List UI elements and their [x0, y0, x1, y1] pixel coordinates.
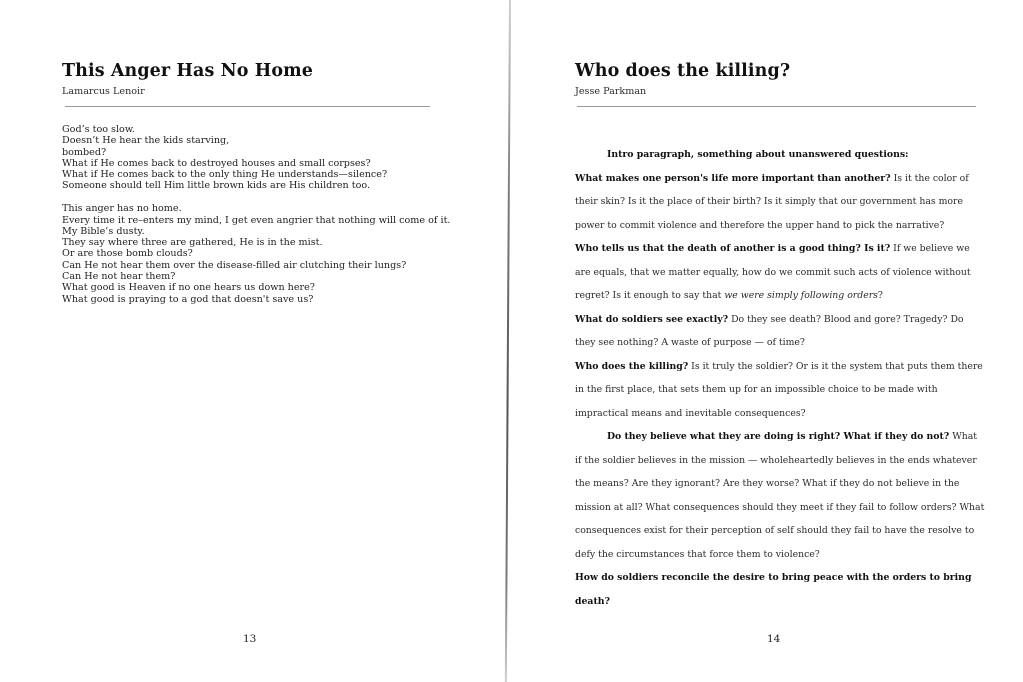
poem-line: Or are those bomb clouds?: [62, 248, 193, 260]
poem-line: Doesn’t He hear the kids starving,: [62, 135, 230, 147]
poem-line: What good is Heaven if no one hears us down here?: [62, 282, 315, 294]
essay-paragraph: [575, 237, 985, 308]
poem-line: Every time it re–enters my mind, I get even angrier that nothing will come of it.: [62, 214, 451, 226]
essay-paragraph: [575, 167, 985, 238]
essay-emphasis: we were simply following orders: [724, 290, 878, 301]
essay-question: Who tells us that the death of another is a good thing? Is it?: [575, 243, 891, 254]
title-rule: [577, 106, 976, 107]
essay-text: If we believe we are equals, that we matter equally, how do we commit such acts of violence without regret? Is it enough to say that: [575, 243, 971, 301]
poem-line: bombed?: [62, 146, 107, 158]
essay-text: What if the soldier believes in the mission — wholeheartedly believes in the ends whatever the means? Are they ignorant? Are they worse? What if they do not believe in the mission at all? What consequences should they meet if they fail to follow orders? What consequences exist for their perception of self should they fail to have the resolve to defy the circumstances that force them to violence?: [575, 431, 985, 560]
essay-question: What makes one person's life more important than another?: [575, 172, 891, 184]
poem-author: Lamarcus Lenoir: [62, 86, 145, 97]
poem-line: What if He comes back to the only thing He understands—silence?: [62, 169, 388, 181]
essay-title: Who does the killing?: [575, 61, 791, 81]
poem-line: What good is praying to a god that doesn't save us?: [62, 293, 314, 305]
poem-line: Someone should tell Him little brown kids are His children too.: [62, 180, 371, 192]
essay-paragraph: [575, 355, 985, 426]
poem-line: This anger has no home.: [62, 203, 182, 215]
essay-body: [575, 143, 985, 613]
poem-stanza: [62, 203, 462, 305]
poem-stanza: [62, 124, 462, 192]
poem-line: They say where three are gathered, He is in the mist.: [62, 237, 323, 249]
poem-line: Can He not hear them?: [62, 271, 176, 283]
essay-paragraph: [575, 308, 985, 355]
poem-body: [62, 124, 462, 316]
essay-author: Jesse Parkman: [575, 86, 647, 97]
essay-question: Intro paragraph, something about unanswered questions:: [607, 149, 909, 160]
essay-text: Is it the color of their skin? Is it the place of their birth? Is it simply that our government has more power to commit violence and therefore the upper hand to pick the narrative?: [575, 172, 969, 231]
essay-question: What do soldiers see exactly?: [575, 313, 729, 325]
essay-question: How do soldiers reconcile the desire to bring peace with the orders to bring death?: [575, 572, 972, 607]
essay-paragraph: [575, 143, 985, 167]
poem-line: Can He not hear them over the disease-filled air clutching their lungs?: [62, 259, 407, 271]
poem-line: What if He comes back to destroyed houses and small corpses?: [62, 157, 371, 169]
essay-question: Do they believe what they are doing is right? What if they do not?: [607, 431, 950, 442]
page-number-left: 13: [243, 633, 257, 645]
page-number-right: 14: [767, 633, 781, 645]
poem-line: God’s too slow.: [62, 124, 135, 135]
essay-question: Who does the killing?: [575, 360, 689, 372]
poem-title: This Anger Has No Home: [62, 61, 313, 81]
right-page: [512, 0, 1023, 682]
essay-text: Is it truly the soldier? Or is it the system that puts them there in the first place, that sets them up for an impossible choice to be made with impractical means and inevitable consequences?: [575, 360, 983, 419]
title-rule: [65, 106, 430, 107]
essay-paragraph: [575, 566, 985, 613]
poem-line: My Bible’s dusty.: [62, 225, 145, 237]
essay-text: ?: [877, 290, 883, 301]
left-page: [0, 0, 509, 682]
essay-paragraph: [575, 425, 985, 566]
essay-text: Do they see death? Blood and gore? Tragedy? Do they see nothing? A waste of purpose — of time?: [575, 313, 964, 348]
